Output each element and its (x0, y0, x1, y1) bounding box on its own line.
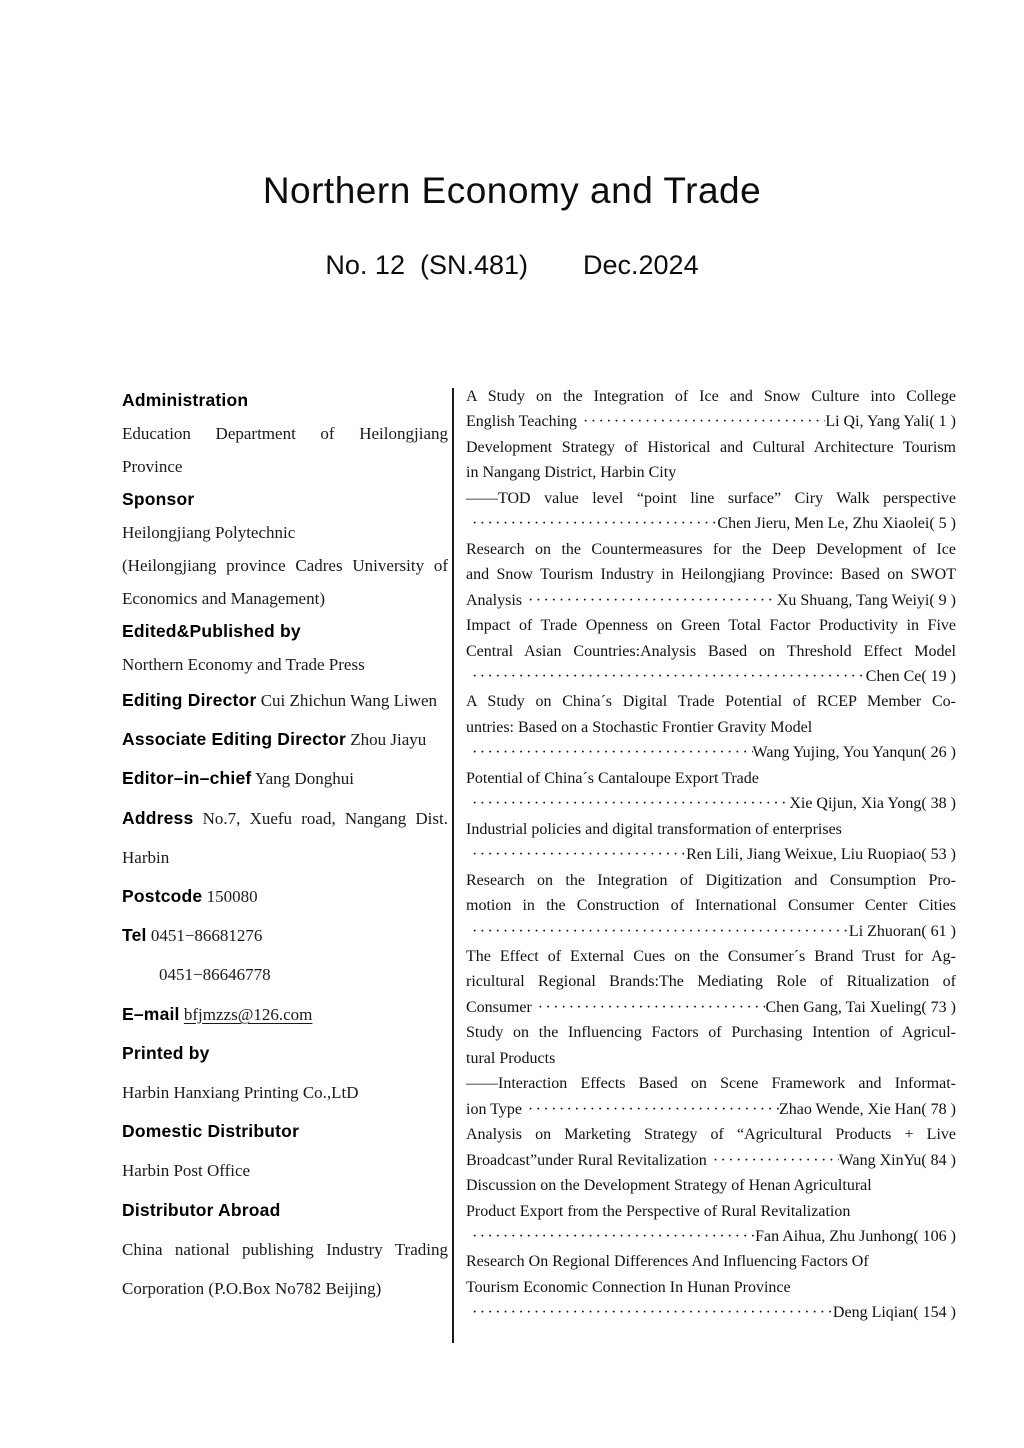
masthead-value: 150080 (206, 887, 258, 907)
toc-entry (466, 1122, 956, 1173)
toc (466, 384, 956, 1326)
masthead (122, 384, 448, 1308)
toc-title-line: Industrial policies and digital transformation of enterprises (466, 820, 842, 838)
toc-leader-line (466, 1097, 956, 1122)
masthead-item (122, 955, 448, 994)
masthead-item (122, 1073, 448, 1112)
masthead-label: Distributor Abroad (122, 1199, 281, 1220)
masthead-heading (122, 1191, 448, 1230)
toc-leader-line (466, 511, 956, 536)
masthead-label: Administration (122, 390, 249, 410)
toc-authors: Wang XinYu (838, 1151, 922, 1169)
toc-title-line: Product Export from the Perspective of Rural Revitalization (466, 1202, 851, 1220)
toc-entry (466, 766, 956, 817)
masthead-heading (122, 483, 448, 516)
toc-title-line: A Study on the Integration of Ice and Snow Culture into College (466, 388, 956, 405)
masthead-item (122, 995, 448, 1034)
toc-leader-line (466, 919, 956, 944)
toc-title-fragment: ion Type (466, 1100, 522, 1118)
email-address: bfjmzzs@126.com (183, 1004, 313, 1024)
masthead-value: Yang Donghui (255, 769, 354, 789)
masthead-label: Domestic Distributor (122, 1121, 300, 1142)
masthead-label: Postcode (122, 886, 203, 907)
toc-title-line: and Snow Tourism Industry in Heilongjiang Province: Based on SWOT (466, 566, 956, 584)
toc-title-line: Discussion on the Development Strategy of Henan Agricultural (466, 1177, 872, 1195)
toc-entry (466, 537, 956, 613)
masthead-value: (Heilongjiang province Cadres University of Economics and Management) (122, 556, 448, 608)
toc-leader-line (466, 409, 956, 434)
toc-page-number: ( 78 ) (921, 1100, 956, 1118)
toc-title-line: Potential of China´s Cantaloupe Export Trade (466, 769, 759, 787)
toc-page-number: ( 9 ) (929, 591, 956, 609)
toc-page-number: ( 73 ) (921, 998, 956, 1016)
toc-title-line: Research on the Integration of Digitization and Consumption Pro- (466, 871, 956, 889)
masthead-value: 0451−86681276 (150, 926, 263, 946)
toc-authors: Chen Jieru, Men Le, Zhu Xiaolei (717, 515, 930, 533)
toc-entry (466, 689, 956, 765)
toc-title-line: ——TOD value level “point line surface” Ciry Walk perspective (466, 489, 956, 507)
toc-page-number: ( 61 ) (921, 922, 956, 940)
masthead-label: Edited&Published by (122, 621, 301, 641)
toc-authors: Chen Gang, Tai Xueling (765, 998, 922, 1016)
toc-entry (466, 613, 956, 689)
toc-title-line: in Nangang District, Harbin City (466, 464, 677, 482)
toc-title-line: The Effect of External Cues on the Consumer´s Brand Trust for Ag- (466, 947, 956, 965)
toc-title-line: Research On Regional Differences And Influencing Factors Of (466, 1253, 869, 1271)
toc-leader-line (466, 1148, 956, 1173)
toc-title-line: tural Products (466, 1049, 556, 1067)
dot-leader (466, 842, 686, 867)
issue-number: No. 12 (SN.481) (325, 250, 528, 280)
issue-date: Dec.2024 (583, 250, 699, 280)
masthead-item (122, 681, 448, 720)
journal-title: Northern Economy and Trade (262, 170, 762, 211)
dot-leader (466, 791, 789, 816)
toc-entry (466, 817, 956, 868)
dot-leader (466, 664, 866, 689)
toc-entry (466, 868, 956, 944)
toc-authors: Fan Aihua, Zhu Junhong (755, 1227, 914, 1245)
toc-entry (466, 435, 956, 537)
toc-leader-line (466, 588, 956, 613)
toc-title-line: Analysis on Marketing Strategy of “Agricultural Products + Live (466, 1126, 956, 1144)
toc-title-line: Research on the Countermeasures for the Deep Development of Ice (466, 540, 956, 558)
toc-leader-line (466, 995, 956, 1020)
dot-leader (466, 919, 849, 944)
toc-page-number: ( 106 ) (913, 1227, 956, 1245)
toc-leader-line (466, 1224, 956, 1249)
toc-entry (466, 1249, 956, 1325)
toc-page-number: ( 1 ) (929, 413, 956, 431)
toc-title-line: ricultural Regional Brands:The Mediating Role of Ritualization of (466, 973, 956, 991)
dot-leader (532, 995, 766, 1020)
toc-page-number: ( 53 ) (921, 846, 956, 864)
masthead-value: Harbin Hanxiang Printing Co.,LtD (122, 1083, 359, 1103)
toc-authors: Li Qi, Yang Yali (825, 413, 930, 431)
masthead-label: Address (122, 807, 194, 828)
masthead-value: China national publishing Industry Trading Corporation (P.O.Box No782 Beijing) (122, 1239, 448, 1299)
masthead-item (122, 516, 448, 549)
masthead-heading (122, 615, 448, 648)
toc-page-number: ( 19 ) (921, 667, 956, 685)
masthead-item (122, 759, 448, 798)
toc-authors: Li Zhuoran (848, 922, 922, 940)
masthead-value: No.7, Xuefu road, Nangang Dist. Harbin (122, 808, 448, 867)
masthead-label: Editing Director (122, 690, 257, 710)
column-divider-rule (452, 388, 454, 1343)
masthead-item (122, 877, 448, 916)
toc-entry (466, 1173, 956, 1249)
masthead-value: Heilongjiang Polytechnic (122, 523, 296, 542)
issue-line (0, 250, 1024, 281)
masthead-label: Tel (122, 925, 147, 946)
toc-page-number: ( 84 ) (921, 1151, 956, 1169)
masthead-item (122, 549, 448, 615)
toc-title-line: Development Strategy of Historical and Cultural Architecture Tourism (466, 438, 956, 456)
toc-page-number: ( 38 ) (921, 795, 956, 813)
dot-leader (466, 511, 717, 536)
dot-leader (466, 1300, 833, 1325)
toc-title-line: Central Asian Countries:Analysis Based on Threshold Effect Model (466, 642, 956, 660)
masthead-label: E–mail (122, 1003, 180, 1024)
masthead-label: Printed by (122, 1042, 210, 1063)
masthead-label: Editor–in–chief (122, 768, 252, 789)
masthead-value: Zhou Jiayu (350, 730, 427, 750)
toc-entry (466, 1020, 956, 1122)
toc-title-fragment: Consumer (466, 998, 532, 1016)
toc-leader-line (466, 1300, 956, 1325)
masthead-label: Sponsor (122, 489, 195, 509)
masthead-value: Northern Economy and Trade Press (122, 655, 365, 674)
masthead-heading (122, 1112, 448, 1151)
masthead-label: Associate Editing Director (122, 729, 347, 750)
toc-page-number: ( 26 ) (921, 744, 956, 762)
toc-authors: Chen Ce (865, 667, 922, 685)
toc-title-line: ——Interaction Effects Based on Scene Framework and Informat- (466, 1075, 956, 1093)
dot-leader (466, 1224, 755, 1249)
toc-leader-line (466, 842, 956, 867)
masthead-heading (122, 1034, 448, 1073)
toc-title-line: Study on the Influencing Factors of Purchasing Intention of Agricul- (466, 1024, 956, 1042)
toc-leader-line (466, 740, 956, 765)
toc-title-line: A Study on China´s Digital Trade Potential of RCEP Member Co- (466, 693, 956, 711)
masthead-value: 0451−86646778 (159, 965, 271, 985)
masthead-item (122, 720, 448, 759)
toc-title-fragment: English Teaching (466, 413, 578, 431)
toc-entry (466, 944, 956, 1020)
toc-leader-line (466, 791, 956, 816)
toc-authors: Xu Shuang, Tang Weiyi (776, 591, 930, 609)
toc-authors: Xie Qijun, Xia Yong (789, 795, 922, 813)
toc-title-line: Tourism Economic Connection In Hunan Province (466, 1278, 791, 1296)
toc-title-line: motion in the Construction of International Consumer Center Cities (466, 897, 956, 915)
toc-authors: Deng Liqian (832, 1304, 914, 1322)
toc-entry (466, 384, 956, 435)
toc-title-line: Impact of Trade Openness on Green Total Factor Productivity in Five (466, 617, 956, 635)
masthead-heading (122, 384, 448, 417)
dot-leader (466, 740, 753, 765)
masthead-value: Education Department of Heilongjiang Province (122, 424, 448, 476)
masthead-item (122, 799, 448, 877)
toc-page-number: ( 5 ) (929, 515, 956, 533)
toc-leader-line (466, 664, 956, 689)
toc-authors: Zhao Wende, Xie Han (778, 1100, 922, 1118)
dot-leader (577, 409, 825, 434)
dot-leader (522, 1097, 779, 1122)
toc-title-fragment: Broadcast”under Rural Revitalization (466, 1151, 707, 1169)
masthead-value: Cui Zhichun Wang Liwen (260, 691, 438, 710)
masthead-value: Harbin Post Office (122, 1161, 251, 1181)
masthead-item (122, 1230, 448, 1308)
masthead-item (122, 417, 448, 483)
toc-authors: Wang Yujing, You Yanqun (752, 744, 922, 762)
toc-authors: Ren Lili, Jiang Weixue, Liu Ruopiao (686, 846, 922, 864)
toc-page-number: ( 154 ) (913, 1304, 956, 1322)
toc-title-fragment: Analysis (466, 591, 522, 609)
masthead-item (122, 648, 448, 681)
masthead-item (122, 1151, 448, 1190)
toc-title-line: untries: Based on a Stochastic Frontier Gravity Model (466, 718, 813, 736)
dot-leader (707, 1148, 839, 1173)
masthead-item (122, 916, 448, 955)
dot-leader (522, 588, 777, 613)
